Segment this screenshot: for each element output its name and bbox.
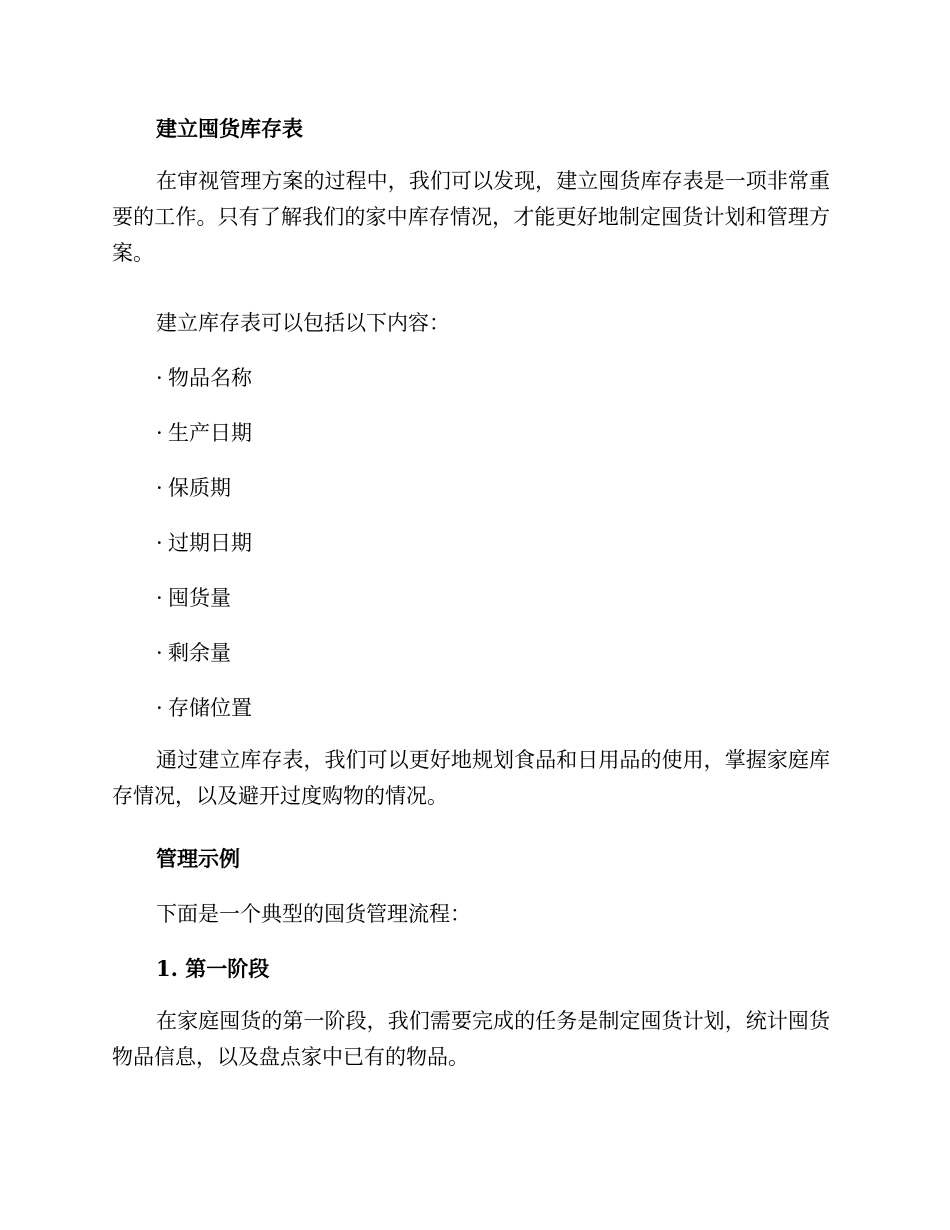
list-item: [156, 474, 231, 502]
list-item-label: 生产日期: [168, 421, 252, 445]
bullet-marker: ·: [156, 366, 163, 390]
bullet-marker: ·: [156, 531, 163, 555]
subheading-stage-1: 1. 第一阶段: [156, 956, 270, 981]
list-item-label: 存储位置: [168, 696, 252, 720]
list-item: [156, 584, 231, 612]
bullet-marker: ·: [156, 586, 163, 610]
paragraph-stage-1: 在家庭囤货的第一阶段，我们需要完成的任务是制定囤货计划，统计囤货物品信息，以及盘点家中已有的物品。: [112, 1009, 830, 1069]
list-item: [156, 364, 252, 392]
paragraph-inventory-intro: 在审视管理方案的过程中，我们可以发现，建立囤货库存表是一项非常重要的工作。只有了解我们的家中库存情况，才能更好地制定囤货计划和管理方案。: [112, 169, 830, 265]
paragraph-inventory-conclusion: 通过建立库存表，我们可以更好地规划食品和日用品的使用，掌握家庭库存情况，以及避开过度购物的情况。: [112, 748, 830, 808]
section-heading-inventory-table: 建立囤货库存表: [156, 116, 303, 141]
list-item: [156, 694, 252, 722]
bullet-marker: ·: [156, 641, 163, 665]
list-item-label: 物品名称: [168, 366, 252, 390]
bullet-marker: ·: [156, 696, 163, 720]
bullet-marker: ·: [156, 421, 163, 445]
paragraph-process-intro: 下面是一个典型的囤货管理流程：: [156, 902, 471, 926]
list-item: [156, 529, 252, 557]
list-item: [156, 639, 231, 667]
list-item-label: 剩余量: [168, 641, 231, 665]
bullet-marker: ·: [156, 476, 163, 500]
list-item-label: 囤货量: [168, 586, 231, 610]
paragraph-list-intro: 建立库存表可以包括以下内容：: [156, 311, 450, 335]
list-item-label: 保质期: [168, 476, 231, 500]
list-item: [156, 419, 252, 447]
section-heading-management-example: 管理示例: [156, 846, 240, 871]
list-item-label: 过期日期: [168, 531, 252, 555]
